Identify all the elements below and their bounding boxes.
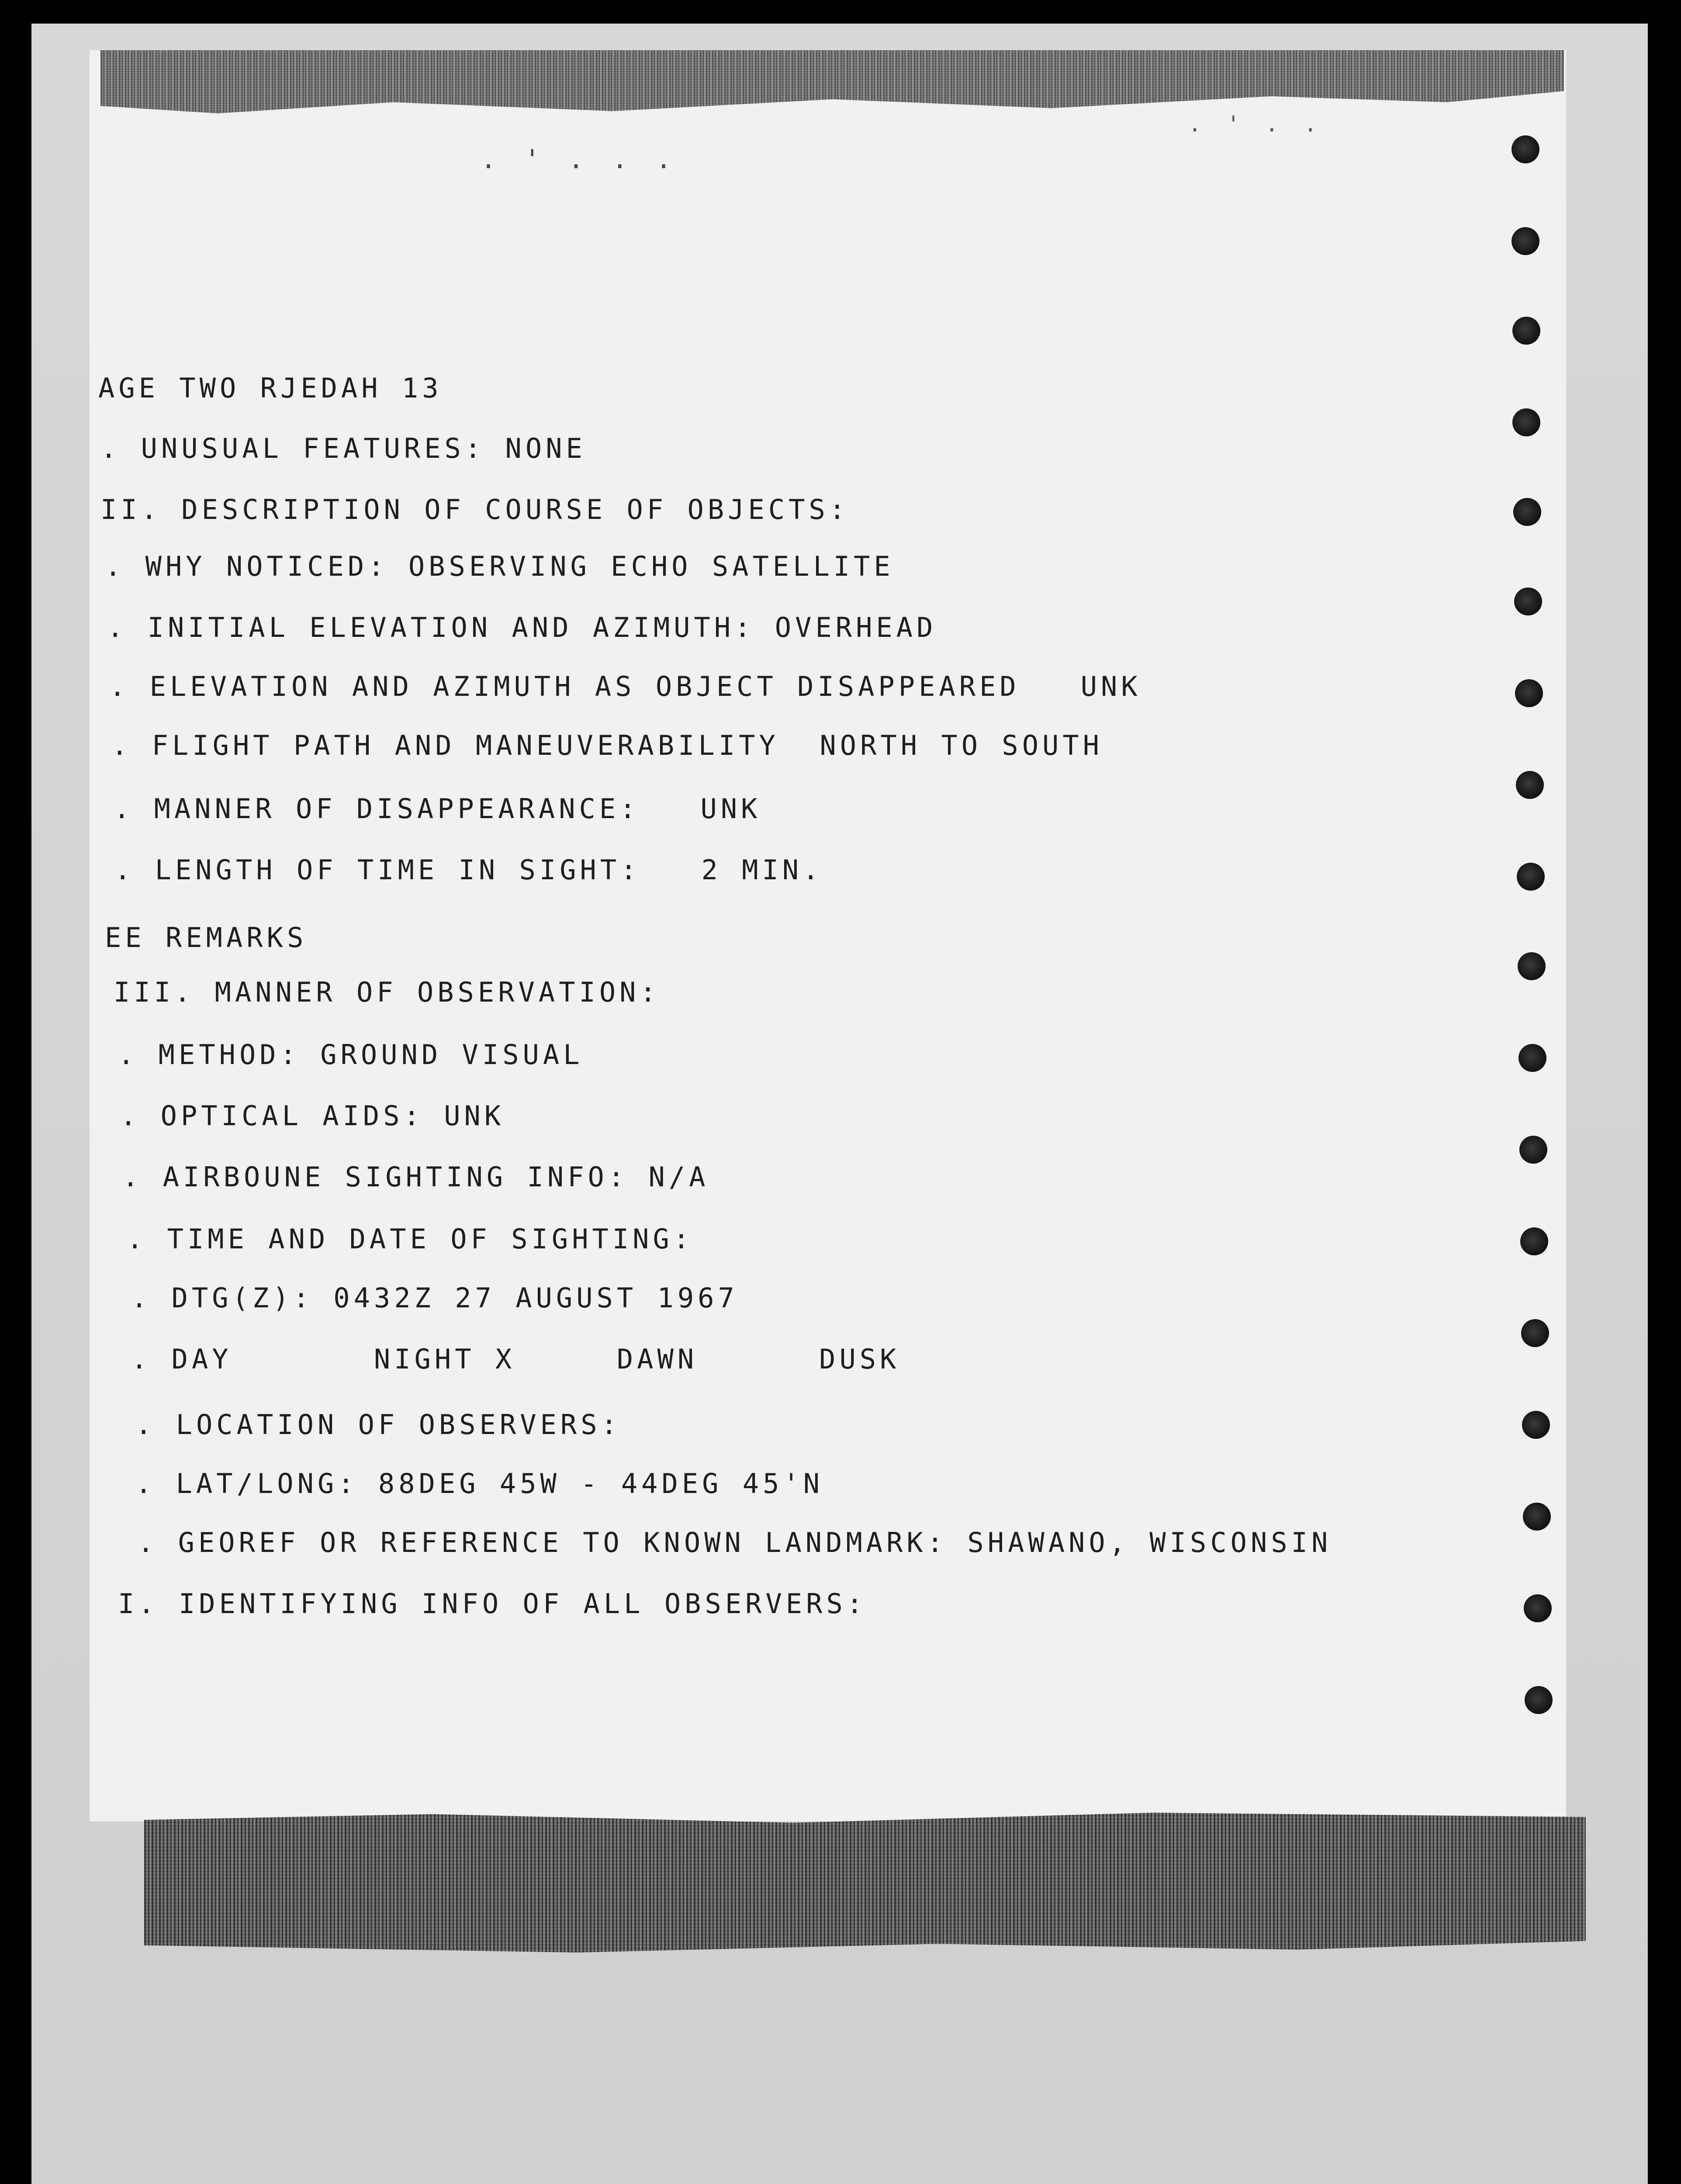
top-specks: . ' . . .	[481, 144, 678, 175]
torn-bottom-edge	[144, 1808, 1586, 1952]
top-right-specks: . ' . .	[1188, 111, 1323, 137]
doc-line: . DAY NIGHT X DAWN DUSK	[131, 1343, 900, 1375]
doc-line: . LENGTH OF TIME IN SIGHT: 2 MIN.	[114, 854, 823, 886]
sprocket-hole	[1512, 408, 1540, 436]
section-heading: . TIME AND DATE OF SIGHTING:	[127, 1223, 694, 1255]
sprocket-hole	[1521, 1319, 1549, 1347]
sprocket-hole	[1517, 863, 1545, 891]
section-heading: . LOCATION OF OBSERVERS:	[135, 1409, 621, 1441]
sprocket-hole	[1525, 1686, 1553, 1714]
sprocket-hole	[1512, 227, 1539, 255]
section-heading: III. MANNER OF OBSERVATION:	[114, 976, 660, 1008]
doc-line: EE REMARKS	[105, 922, 308, 954]
section-heading: II. DESCRIPTION OF COURSE OF OBJECTS:	[100, 494, 850, 525]
sprocket-hole	[1514, 587, 1542, 615]
sprocket-hole	[1518, 1044, 1546, 1072]
sprocket-hole	[1524, 1594, 1552, 1622]
doc-line: . DTG(Z): 0432Z 27 AUGUST 1967	[131, 1282, 738, 1314]
section-heading: I. IDENTIFYING INFO OF ALL OBSERVERS:	[118, 1588, 867, 1620]
sprocket-hole	[1516, 771, 1544, 799]
doc-line: . AIRBOUNE SIGHTING INFO: N/A	[122, 1161, 709, 1193]
sprocket-hole	[1523, 1503, 1551, 1531]
doc-line: . WHY NOTICED: OBSERVING ECHO SATELLITE	[105, 550, 894, 582]
sprocket-hole	[1518, 952, 1546, 980]
doc-line: . MANNER OF DISAPPEARANCE: UNK	[114, 793, 761, 825]
sprocket-hole	[1513, 498, 1541, 526]
sprocket-hole	[1512, 135, 1539, 163]
doc-line: . UNUSUAL FEATURES: NONE	[100, 432, 586, 464]
doc-line: . INITIAL ELEVATION AND AZIMUTH: OVERHEAD	[107, 612, 937, 643]
doc-line: . FLIGHT PATH AND MANEUVERABILITY NORTH TO SOUTH	[111, 729, 1103, 761]
page-header: AGE TWO RJEDAH 13	[98, 372, 443, 404]
sprocket-hole	[1522, 1411, 1550, 1439]
doc-line: . LAT/LONG: 88DEG 45W - 44DEG 45'N	[135, 1468, 824, 1500]
sprocket-hole	[1520, 1227, 1548, 1255]
sprocket-hole	[1515, 679, 1543, 707]
doc-line: . METHOD: GROUND VISUAL	[118, 1039, 584, 1071]
doc-line: . ELEVATION AND AZIMUTH AS OBJECT DISAPPEARED UNK	[109, 670, 1141, 702]
doc-line: . GEOREF OR REFERENCE TO KNOWN LANDMARK: SHAWANO, WISCONSIN	[138, 1527, 1332, 1559]
sprocket-hole	[1519, 1136, 1547, 1164]
sprocket-hole	[1512, 317, 1540, 345]
doc-line: . OPTICAL AIDS: UNK	[120, 1100, 505, 1132]
